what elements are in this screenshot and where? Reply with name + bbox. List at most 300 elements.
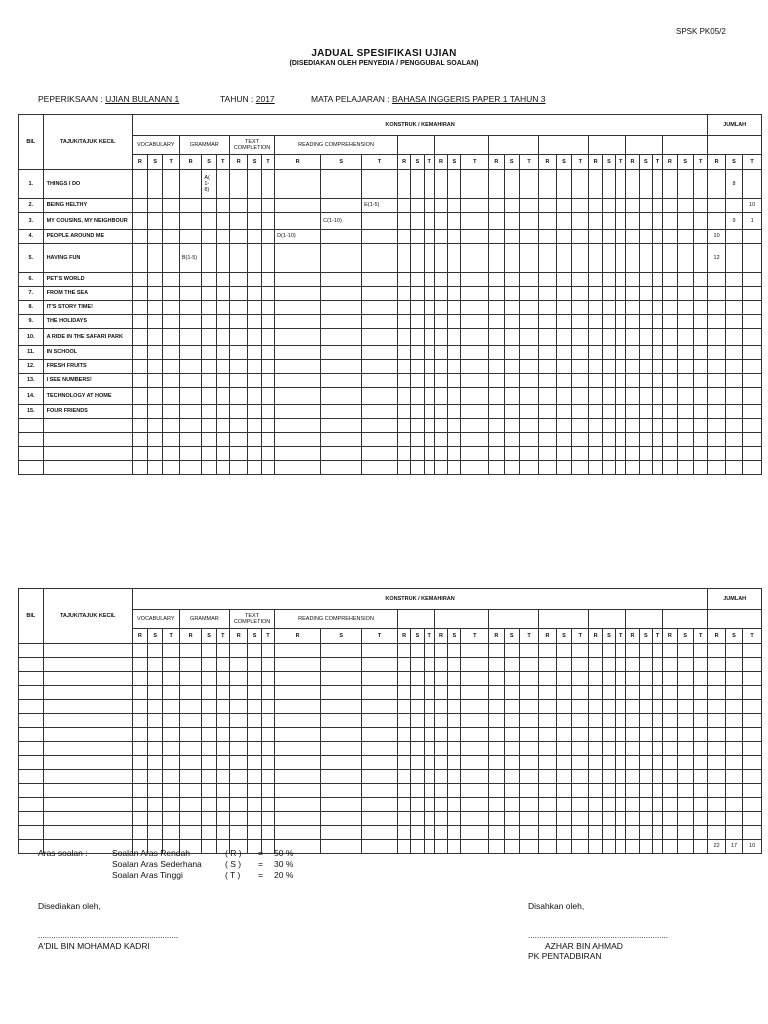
construct-cell [424, 419, 434, 433]
total-cell [725, 405, 742, 419]
construct-cell [424, 230, 434, 244]
construct-cell [461, 658, 489, 672]
construct-cell [663, 658, 677, 672]
construct-cell [572, 447, 589, 461]
construct-cell [230, 301, 248, 315]
construct-cell [230, 419, 248, 433]
prepared-signature-line: ............................................................... [38, 931, 179, 940]
construct-cell [556, 714, 571, 728]
construct-cell [163, 728, 179, 742]
construct-cell [321, 374, 362, 388]
construct-cell [163, 756, 179, 770]
construct-cell [148, 346, 163, 360]
construct-cell [275, 360, 321, 374]
construct-cell [248, 388, 261, 405]
construct-cell [216, 329, 229, 346]
total-cell [708, 714, 725, 728]
construct-cell [248, 433, 261, 447]
construct-cell [398, 388, 411, 405]
construct-cell [626, 728, 639, 742]
construct-cell [179, 812, 202, 826]
construct-cell [639, 756, 652, 770]
construct-cell [677, 405, 693, 419]
construct-cell [163, 742, 179, 756]
construct-cell [230, 686, 248, 700]
construct-cell [434, 346, 447, 360]
construct-cell [639, 388, 652, 405]
construct-cell [461, 672, 489, 686]
table-row [19, 812, 762, 826]
construct-cell [216, 714, 229, 728]
construct-cell [519, 329, 538, 346]
construct-cell [461, 388, 489, 405]
construct-cell [230, 360, 248, 374]
aras-eq: = [258, 848, 263, 858]
construct-cell [639, 784, 652, 798]
construct-cell [556, 700, 571, 714]
construct-cell [275, 447, 321, 461]
total-cell: 10 [708, 230, 725, 244]
construct-cell [693, 826, 707, 840]
construct-cell [677, 700, 693, 714]
construct-cell [556, 388, 571, 405]
row-topic: I SEE NUMBERS! [43, 374, 132, 388]
total-cell [725, 287, 742, 301]
construct-cell [589, 170, 602, 199]
row-number: 3. [19, 213, 44, 230]
total-cell [743, 686, 762, 700]
construct-cell [677, 170, 693, 199]
construct-cell [448, 826, 461, 840]
construct-cell [202, 213, 216, 230]
construct-cell [398, 714, 411, 728]
level-header: T [652, 155, 662, 170]
total-cell [725, 374, 742, 388]
construct-cell [693, 672, 707, 686]
construct-cell [589, 230, 602, 244]
construct-cell [148, 419, 163, 433]
construct-cell [398, 672, 411, 686]
total-cell [725, 700, 742, 714]
construct-cell [230, 812, 248, 826]
construct-cell [321, 461, 362, 475]
construct-cell [261, 213, 274, 230]
construct-cell [202, 770, 216, 784]
construct-cell [589, 273, 602, 287]
construct-cell [652, 433, 662, 447]
document-code: SPSK PK05/2 [676, 27, 726, 36]
construct-cell [677, 672, 693, 686]
skill-header-blank [398, 610, 435, 629]
skill-header-blank [589, 136, 626, 155]
construct-cell [639, 447, 652, 461]
construct-cell [626, 244, 639, 273]
construct-cell [248, 199, 261, 213]
row-topic [43, 700, 132, 714]
table-row [19, 784, 762, 798]
construct-cell [504, 728, 519, 742]
construct-cell [519, 812, 538, 826]
skill-header: TEXT COMPLETION [230, 610, 275, 629]
construct-cell [461, 784, 489, 798]
construct-cell [539, 644, 556, 658]
construct-cell [230, 644, 248, 658]
construct-cell [321, 230, 362, 244]
construct-cell [693, 700, 707, 714]
construct-cell [261, 388, 274, 405]
construct-cell [677, 658, 693, 672]
construct-cell [616, 714, 626, 728]
total-cell [743, 388, 762, 405]
construct-cell [448, 770, 461, 784]
construct-cell [163, 798, 179, 812]
total-cell [708, 798, 725, 812]
row-topic [43, 461, 132, 475]
construct-cell [519, 230, 538, 244]
total-cell: 1 [743, 213, 762, 230]
row-topic: FROM THE SEA [43, 287, 132, 301]
construct-cell [248, 461, 261, 475]
construct-cell [230, 433, 248, 447]
level-header: S [448, 155, 461, 170]
construct-cell [202, 644, 216, 658]
construct-cell [519, 461, 538, 475]
construct-cell [448, 672, 461, 686]
construct-cell [461, 374, 489, 388]
construct-cell [626, 784, 639, 798]
table-row [19, 700, 762, 714]
grand-total-r: 22 [708, 840, 725, 854]
construct-cell [202, 714, 216, 728]
construct-cell [434, 770, 447, 784]
row-topic [43, 798, 132, 812]
total-cell [743, 419, 762, 433]
construct-cell [639, 770, 652, 784]
construct-cell [461, 287, 489, 301]
construct-cell [489, 447, 504, 461]
construct-cell [489, 826, 504, 840]
construct-cell [434, 840, 447, 854]
construct-cell [202, 461, 216, 475]
construct-cell [179, 644, 202, 658]
total-cell [708, 461, 725, 475]
construct-cell [616, 301, 626, 315]
construct-cell [261, 199, 274, 213]
construct-cell [275, 170, 321, 199]
construct-cell [572, 770, 589, 784]
construct-cell [230, 374, 248, 388]
construct-cell [216, 301, 229, 315]
construct-cell [448, 700, 461, 714]
construct-cell [519, 728, 538, 742]
construct-cell [572, 315, 589, 329]
construct-cell [519, 244, 538, 273]
construct-cell [230, 447, 248, 461]
construct-cell [677, 728, 693, 742]
grand-total-s: 17 [725, 840, 742, 854]
construct-cell [677, 812, 693, 826]
total-cell [708, 658, 725, 672]
construct-cell [411, 728, 424, 742]
construct-cell [248, 170, 261, 199]
construct-cell [216, 461, 229, 475]
construct-cell [652, 419, 662, 433]
construct-cell [424, 840, 434, 854]
construct-cell [216, 644, 229, 658]
construct-cell [275, 315, 321, 329]
construct-cell [434, 199, 447, 213]
construct-cell [616, 199, 626, 213]
construct-cell [411, 784, 424, 798]
construct-cell [148, 433, 163, 447]
construct-cell [411, 199, 424, 213]
table-row [19, 230, 762, 244]
construct-cell [448, 433, 461, 447]
total-cell [743, 230, 762, 244]
construct-cell [616, 812, 626, 826]
construct-cell [652, 301, 662, 315]
construct-cell [148, 301, 163, 315]
bil-header: BIL [19, 589, 44, 644]
construct-cell [519, 672, 538, 686]
skill-header-blank [626, 136, 663, 155]
construct-cell [424, 714, 434, 728]
construct-cell [424, 388, 434, 405]
construct-cell [163, 419, 179, 433]
specification-table-1 [18, 114, 762, 475]
construct-cell [556, 672, 571, 686]
level-header: R [663, 155, 677, 170]
construct-cell [556, 213, 571, 230]
construct-cell [572, 840, 589, 854]
construct-cell [362, 461, 398, 475]
construct-cell [434, 301, 447, 315]
total-cell [725, 658, 742, 672]
construct-cell [602, 170, 615, 199]
construct-cell [163, 301, 179, 315]
construct-cell [216, 672, 229, 686]
construct-cell [519, 405, 538, 419]
construct-cell [652, 230, 662, 244]
table-row [19, 360, 762, 374]
row-topic: BEING HELTHY [43, 199, 132, 213]
construct-cell [261, 700, 274, 714]
construct-cell [411, 826, 424, 840]
construct-cell [179, 770, 202, 784]
construct-cell [539, 329, 556, 346]
skill-header-blank [539, 610, 589, 629]
construct-cell [504, 405, 519, 419]
construct-cell [663, 728, 677, 742]
construct-cell [434, 742, 447, 756]
construct-cell [663, 784, 677, 798]
construct-cell [275, 273, 321, 287]
construct-cell [663, 230, 677, 244]
construct-cell [504, 301, 519, 315]
exam-label: PEPERIKSAAN : [38, 94, 106, 104]
construct-cell [398, 419, 411, 433]
construct-cell [362, 447, 398, 461]
level-header: R [434, 629, 447, 644]
level-header: T [616, 629, 626, 644]
construct-cell [261, 244, 274, 273]
construct-cell [693, 405, 707, 419]
construct-cell [179, 388, 202, 405]
table-row [19, 287, 762, 301]
row-number: 9. [19, 315, 44, 329]
construct-cell [434, 784, 447, 798]
construct-cell [148, 287, 163, 301]
construct-cell [652, 346, 662, 360]
construct-cell [321, 742, 362, 756]
construct-cell [556, 346, 571, 360]
construct-cell [489, 405, 504, 419]
construct-cell [261, 346, 274, 360]
construct-cell [461, 812, 489, 826]
total-cell [708, 756, 725, 770]
level-header: R [398, 629, 411, 644]
total-cell [725, 826, 742, 840]
row-number [19, 700, 44, 714]
construct-cell [693, 742, 707, 756]
construct-cell [489, 301, 504, 315]
construct-cell [663, 199, 677, 213]
construct-cell [519, 360, 538, 374]
construct-cell [489, 756, 504, 770]
construct-cell [275, 213, 321, 230]
construct-cell [321, 301, 362, 315]
construct-cell [489, 230, 504, 244]
construct-cell [362, 742, 398, 756]
table-row [19, 329, 762, 346]
construct-cell [411, 346, 424, 360]
construct-cell [519, 686, 538, 700]
row-topic [43, 447, 132, 461]
level-header: R [663, 629, 677, 644]
construct-cell [616, 273, 626, 287]
construct-cell [411, 315, 424, 329]
construct-cell [434, 447, 447, 461]
total-cell [708, 812, 725, 826]
construct-cell [693, 360, 707, 374]
table-row [19, 672, 762, 686]
construct-cell [639, 405, 652, 419]
construct-cell [411, 812, 424, 826]
construct-cell [652, 199, 662, 213]
construct-cell [202, 301, 216, 315]
construct-cell [616, 346, 626, 360]
construct-cell [539, 756, 556, 770]
construct-cell [132, 433, 147, 447]
construct-cell [148, 756, 163, 770]
table-row [19, 714, 762, 728]
construct-cell [424, 728, 434, 742]
construct-cell [248, 447, 261, 461]
construct-cell [461, 244, 489, 273]
construct-cell [321, 315, 362, 329]
construct-cell [556, 770, 571, 784]
construct-cell [626, 644, 639, 658]
construct-cell [539, 812, 556, 826]
level-header: T [519, 155, 538, 170]
construct-cell [504, 672, 519, 686]
construct-cell [434, 728, 447, 742]
table-row [19, 170, 762, 199]
construct-cell [489, 329, 504, 346]
row-topic [43, 812, 132, 826]
construct-cell [275, 686, 321, 700]
row-number [19, 714, 44, 728]
total-cell [743, 742, 762, 756]
row-topic: IN SCHOOL [43, 346, 132, 360]
construct-cell [411, 388, 424, 405]
construct-cell [663, 388, 677, 405]
construct-cell [652, 812, 662, 826]
construct-cell [261, 374, 274, 388]
construct-cell [572, 346, 589, 360]
construct-cell [321, 388, 362, 405]
construct-cell [132, 447, 147, 461]
construct-cell [556, 287, 571, 301]
construct-cell [434, 230, 447, 244]
construct-cell [663, 170, 677, 199]
construct-cell [261, 301, 274, 315]
construct-cell [652, 840, 662, 854]
construct-cell [519, 374, 538, 388]
level-header: R [434, 155, 447, 170]
construct-cell [461, 301, 489, 315]
construct-cell [202, 756, 216, 770]
construct-cell [556, 405, 571, 419]
construct-cell [230, 798, 248, 812]
construct-cell [677, 461, 693, 475]
construct-cell [693, 658, 707, 672]
construct-cell [489, 840, 504, 854]
total-cell: 12 [708, 244, 725, 273]
construct-cell [202, 388, 216, 405]
construct-cell [179, 346, 202, 360]
construct-cell [398, 244, 411, 273]
construct-cell [398, 728, 411, 742]
construct-cell [489, 798, 504, 812]
construct-cell [163, 826, 179, 840]
aras-pct: 20 % [274, 870, 294, 880]
construct-cell [489, 273, 504, 287]
construct-cell [663, 742, 677, 756]
construct-cell [448, 798, 461, 812]
construct-cell [202, 798, 216, 812]
construct-cell [275, 644, 321, 658]
construct-cell [434, 360, 447, 374]
construct-cell [321, 784, 362, 798]
construct-cell [626, 826, 639, 840]
construct-cell [202, 742, 216, 756]
construct-cell [132, 346, 147, 360]
construct-cell [572, 686, 589, 700]
construct-cell [163, 686, 179, 700]
construct-cell [248, 742, 261, 756]
construct-cell [677, 784, 693, 798]
construct-cell [626, 812, 639, 826]
total-cell [725, 742, 742, 756]
construct-cell [434, 658, 447, 672]
construct-cell [448, 244, 461, 273]
construct-cell [179, 360, 202, 374]
construct-cell [626, 770, 639, 784]
construct-cell [572, 388, 589, 405]
construct-cell [616, 784, 626, 798]
construct-cell [275, 714, 321, 728]
